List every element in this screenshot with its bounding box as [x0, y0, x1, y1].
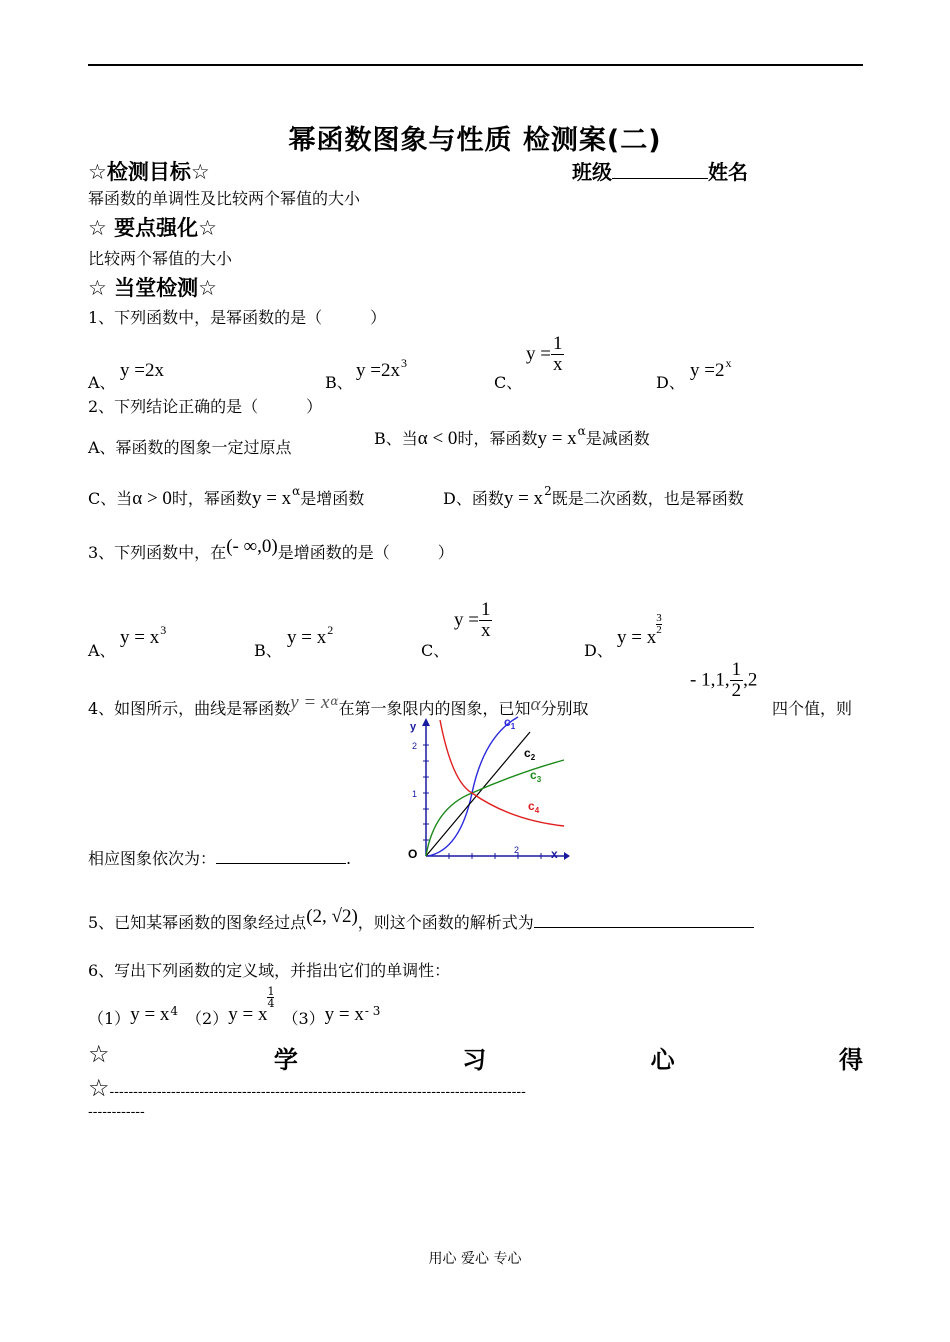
q4-answer-blank[interactable] — [216, 863, 346, 864]
q4-val-num: 1 — [731, 659, 742, 680]
q2-c-pre: C、当 — [88, 489, 133, 508]
q2-b-mid: 时，幂函数 — [457, 429, 538, 448]
q1-d-label: D、 — [656, 373, 685, 392]
q4-expr: y = x — [290, 692, 330, 713]
q3-c-fraction — [479, 600, 493, 641]
page-title: 幂函数图象与性质 检测案(二) — [288, 125, 662, 156]
q3-b-expr — [287, 623, 334, 649]
q6-p3-expr: y = x — [324, 1004, 364, 1025]
q4-stem-mid: 在第一象限内的图象，已知 — [338, 699, 531, 718]
q3-option-a[interactable] — [88, 638, 116, 661]
q1-c-den: x — [552, 353, 563, 375]
q6-parts — [88, 985, 381, 1030]
q5-stem-post: ，则这个函数的解析式为 — [357, 913, 534, 932]
graph-tick-y1: 1 — [412, 789, 418, 799]
goal-heading: ☆检测目标☆ — [88, 160, 210, 184]
graph-x-label: x — [551, 847, 558, 861]
q2-option-d[interactable] — [443, 486, 744, 510]
goal-text: 幂函数的单调性及比较两个幂值的大小 — [88, 189, 361, 208]
q3-a-base: y = x — [120, 627, 160, 648]
q6-p2-exponent — [267, 986, 274, 1009]
reflection-line-2[interactable]: ------------ — [88, 1104, 145, 1120]
q5-answer-blank[interactable] — [534, 927, 754, 928]
q3-c-den: x — [480, 619, 491, 641]
q5-stem-pre: 5、已知某幂函数的图象经过点 — [88, 913, 307, 932]
reflection-char-2: 习 — [462, 1046, 487, 1074]
q4-stem-pre: 4、如图所示，曲线是幂函数 — [88, 699, 291, 718]
q1-b-label: B、 — [325, 373, 353, 392]
graph-y-label: y — [410, 721, 417, 733]
q4-val-den: 2 — [731, 679, 742, 701]
q5-stem — [88, 906, 754, 934]
q3-d-exp-num: 3 — [656, 612, 662, 624]
graph-tick-y2: 2 — [412, 741, 418, 751]
class-label: 班级 — [572, 160, 612, 184]
q3-d-expr — [617, 612, 662, 650]
q4-stem-post: 四个值，则 — [772, 699, 853, 718]
q6-p2-exp-num: 1 — [267, 985, 275, 998]
q1-a-label: A、 — [88, 373, 116, 392]
q3-a-expr — [120, 623, 167, 649]
q3-b-exponent: 2 — [327, 623, 334, 637]
q2-b-cond: α < 0 — [417, 428, 458, 449]
q2-b-pre: B、当 — [374, 429, 418, 448]
q4-values — [690, 660, 757, 701]
q1-c-fraction — [551, 334, 565, 375]
reflection-char-3: 心 — [650, 1046, 675, 1074]
reflection-star-icon: ☆ — [88, 1040, 110, 1068]
test-heading: ☆ 当堂检测☆ — [88, 276, 217, 300]
q1-d-base: y =2 — [690, 360, 725, 381]
q4-answer-prompt: 相应图象依次为： — [88, 849, 217, 868]
q3-b-base: y = x — [287, 627, 327, 648]
q5-point: (2, √2) — [306, 906, 358, 927]
q2-c-expr: y = x — [251, 488, 292, 509]
q2-d-expr: y = x — [503, 488, 544, 509]
q3-d-base: y = x — [617, 627, 657, 648]
q6-p3-label: （3） — [282, 1009, 325, 1028]
q6-stem: 6、写出下列函数的定义域，并指出它们的单调性： — [88, 961, 451, 980]
q3-option-d[interactable] — [584, 638, 613, 661]
q6-p1-expr: y = x — [130, 1004, 170, 1025]
q1-b-base: y =2x — [356, 360, 400, 381]
q1-d-expr — [690, 356, 732, 382]
q2-b-post: 是减函数 — [585, 429, 650, 448]
q3-c-num: 1 — [480, 599, 491, 620]
q4-values-fraction — [730, 660, 744, 701]
q1-option-b[interactable] — [325, 370, 353, 393]
q3-a-label: A、 — [88, 641, 116, 660]
reflection-line-1[interactable] — [88, 1074, 863, 1102]
q1-b-expr — [356, 356, 407, 382]
q3-d-exp-den: 2 — [656, 624, 662, 636]
q3-d-exponent — [656, 613, 662, 636]
class-blank[interactable] — [612, 178, 708, 179]
class-name-fields — [572, 156, 748, 185]
reflection-star2-icon: ☆ — [88, 1074, 110, 1102]
q3-a-exponent: 3 — [160, 623, 167, 637]
q2-c-cond: α > 0 — [132, 488, 172, 509]
q1-c-num: 1 — [552, 333, 563, 354]
q2-b-expr: y = x — [537, 428, 577, 449]
q2-option-a[interactable]: A、幂函数的图象一定过原点 — [88, 438, 292, 457]
x-axis-arrow — [564, 852, 570, 860]
curve-c2 — [426, 732, 530, 856]
q6-p3-exponent: - 3 — [364, 1004, 381, 1018]
q3-c-lhs: y = — [454, 609, 479, 631]
q1-b-exponent: 3 — [400, 356, 407, 370]
key-heading: ☆ 要点强化☆ — [88, 216, 217, 240]
q2-c-post: 是增函数 — [300, 489, 365, 508]
q2-c-mid: 时，幂函数 — [171, 489, 252, 508]
q2-d-exponent: 2 — [544, 484, 552, 498]
q2-d-pre: D、函数 — [443, 489, 504, 508]
q1-d-exponent: x — [725, 356, 732, 370]
q2-b-exponent: α — [577, 424, 586, 438]
q2-c-exponent: α — [292, 484, 301, 498]
label-c3: $c_3$ — [530, 768, 542, 784]
q4-exp: α — [330, 694, 339, 708]
q3-c-label: C、 — [421, 641, 450, 660]
q4-values-post: ,2 — [743, 669, 758, 691]
q2-option-b[interactable] — [374, 426, 650, 450]
q4-alpha: α — [530, 694, 541, 715]
q1-option-c[interactable] — [494, 370, 522, 393]
q6-p2-label: （2） — [186, 1009, 229, 1028]
name-label: 姓名 — [708, 160, 748, 184]
q3-d-label: D、 — [584, 641, 613, 660]
reflection-dashes-1: ---------------------------------------------------------------------------------------- — [109, 1084, 526, 1100]
q1-option-a[interactable] — [88, 370, 116, 393]
curve-c1 — [428, 717, 518, 856]
q1-a-expr: y =2x — [120, 360, 164, 381]
q4-stem-mid2: 分别取 — [540, 699, 589, 718]
reflection-char-4: 得 — [838, 1046, 863, 1074]
label-c2: $c_2$ — [524, 746, 536, 762]
graph-origin-label: O — [408, 847, 418, 861]
q1-c-expr — [526, 334, 564, 375]
q3-stem-pre: 3、下列函数中，在 — [88, 543, 227, 562]
q2-stem: 2、下列结论正确的是（ ） — [88, 397, 323, 416]
q6-p1-label: （1） — [88, 1009, 131, 1028]
q3-b-label: B、 — [254, 641, 282, 660]
y-axis-arrow — [422, 718, 430, 726]
q1-c-lhs: y = — [526, 343, 551, 365]
q3-option-b[interactable] — [254, 638, 282, 661]
q6-p2-exp-den: 4 — [267, 997, 275, 1010]
q2-d-post: 既是二次函数，也是幂函数 — [551, 489, 744, 508]
graph-tick-x2: 2 — [514, 845, 520, 855]
q3-c-expr — [454, 600, 492, 641]
q4-answer: 相应图象依次为： . — [88, 849, 352, 868]
page-footer: 用心 爱心 专心 — [428, 1251, 522, 1267]
q3-option-c[interactable] — [421, 638, 449, 661]
q6-p2-expr: y = x — [228, 1004, 268, 1025]
q6-p1-exponent: 4 — [170, 1004, 179, 1018]
label-c1: $c_1$ — [504, 715, 516, 731]
power-function-graph — [400, 712, 570, 864]
q3-interval: (- ∞,0) — [226, 536, 278, 557]
q1-option-d[interactable] — [656, 370, 685, 393]
reflection-heading — [88, 1040, 863, 1075]
curve-c4 — [440, 720, 564, 826]
q3-stem — [88, 536, 454, 564]
reflection-char-1: 学 — [273, 1046, 298, 1074]
key-text: 比较两个幂值的大小 — [88, 249, 233, 268]
top-rule — [88, 64, 863, 66]
q1-stem: 1、下列函数中，是幂函数的是（ ） — [88, 308, 387, 327]
q4-values-pre: - 1,1, — [690, 669, 730, 691]
q3-stem-post: 是增函数的是（ ） — [277, 543, 454, 562]
label-c4: $c_4$ — [528, 799, 540, 815]
q1-c-label: C、 — [494, 373, 523, 392]
q2-option-c[interactable] — [88, 486, 364, 510]
